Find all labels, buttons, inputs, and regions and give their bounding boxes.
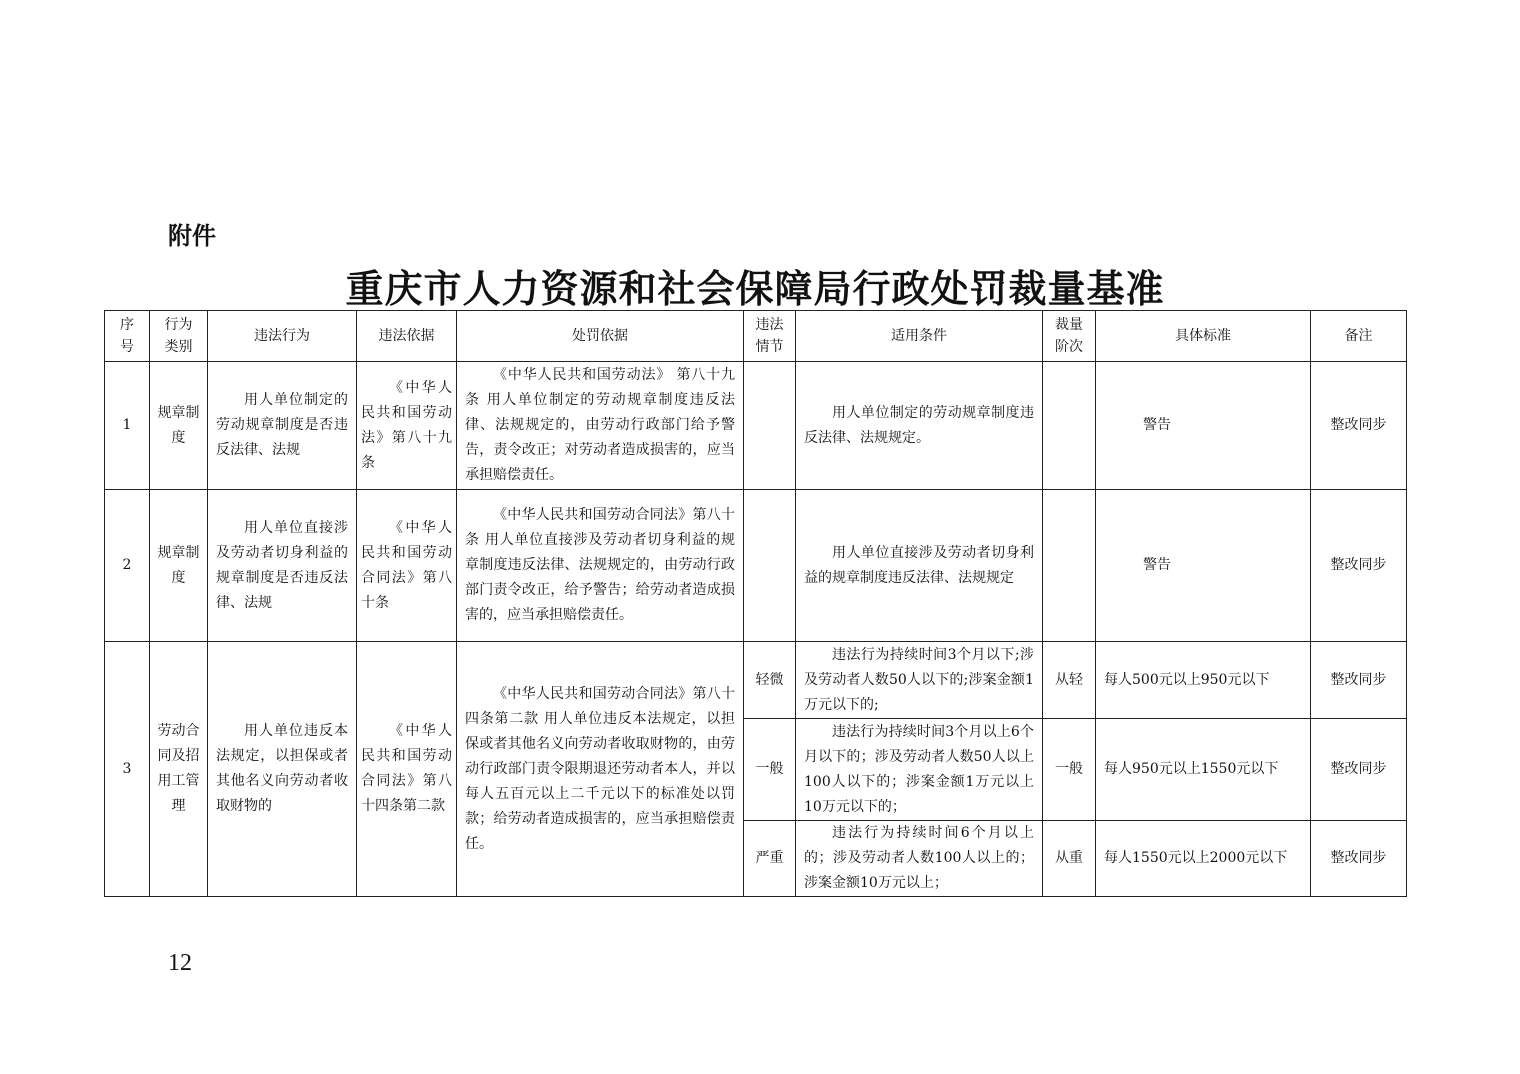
sub-level: 从重 bbox=[1043, 821, 1096, 897]
sub-remark: 整改同步 bbox=[1311, 719, 1407, 821]
document-title: 重庆市人力资源和社会保障局行政处罚裁量基准 bbox=[345, 266, 1165, 311]
row-penalty-basis: 《中华人民共和国劳动合同法》第八十四条第二款 用人单位违反本法规定，以担保或者其他名义向劳动者收取财物的，由劳动行政部门责令限期退还劳动者本人，并以每人五百元以上二千元以下的标准处以罚款；给劳动者造成损害的，应当承担赔偿责任。 bbox=[457, 642, 744, 897]
row-circumstance bbox=[744, 490, 796, 642]
row-violation: 用人单位制定的劳动规章制度是否违反法律、法规 bbox=[208, 362, 357, 490]
sub-remark: 整改同步 bbox=[1311, 642, 1407, 719]
header-conditions: 适用条件 bbox=[796, 311, 1043, 362]
row-penalty-basis: 《中华人民共和国劳动合同法》第八十条 用人单位直接涉及劳动者切身利益的规章制度违反法律、法规规定的，由劳动行政部门责令改正，给予警告；给劳动者造成损害的，应当承担赔偿责任。 bbox=[457, 490, 744, 642]
row-standard: 警告 bbox=[1096, 362, 1311, 490]
row-seq: 1 bbox=[105, 362, 150, 490]
row-legal-basis: 《中华人民共和国劳动合同法》第八十四条第二款 bbox=[357, 642, 457, 897]
header-category bbox=[150, 311, 208, 362]
row-level bbox=[1043, 490, 1096, 642]
row-level bbox=[1043, 362, 1096, 490]
sub-circumstance: 一般 bbox=[744, 719, 796, 821]
row-category: 劳动合同及招用工管理 bbox=[150, 642, 208, 897]
row-remark: 整改同步 bbox=[1311, 490, 1407, 642]
row-seq: 3 bbox=[105, 642, 150, 897]
header-level bbox=[1043, 311, 1096, 362]
header-circumstance-text: 违法 情节 bbox=[755, 317, 784, 355]
table-row bbox=[105, 362, 1407, 490]
table-header-row bbox=[105, 311, 1407, 362]
table-row bbox=[105, 490, 1407, 642]
row-legal-basis: 《中华人民共和国劳动合同法》第八十条 bbox=[357, 490, 457, 642]
row-category: 规章制度 bbox=[150, 362, 208, 490]
row-violation: 用人单位违反本法规定，以担保或者其他名义向劳动者收取财物的 bbox=[208, 642, 357, 897]
sub-conditions: 违法行为持续时间3个月以下;涉及劳动者人数50人以下的;涉案金额1万元以下的; bbox=[796, 642, 1043, 719]
row-standard: 警告 bbox=[1096, 490, 1311, 642]
row-violation: 用人单位直接涉及劳动者切身利益的规章制度是否违反法律、法规 bbox=[208, 490, 357, 642]
penalty-standard-table bbox=[104, 310, 1407, 897]
header-category-text: 行为 类别 bbox=[164, 317, 193, 355]
sub-conditions: 违法行为持续时间6个月以上的；涉及劳动者人数100人以上的；涉案金额10万元以上； bbox=[796, 821, 1043, 897]
row-penalty-basis: 《中华人民共和国劳动法》 第八十九条 用人单位制定的劳动规章制度违反法律、法规规定的，由劳动行政部门给予警告，责令改正；对劳动者造成损害的，应当承担赔偿责任。 bbox=[457, 362, 744, 490]
header-legal-basis: 违法依据 bbox=[357, 311, 457, 362]
sub-level: 一般 bbox=[1043, 719, 1096, 821]
header-standard: 具体标准 bbox=[1096, 311, 1311, 362]
table-row bbox=[105, 642, 1407, 719]
header-penalty-basis: 处罚依据 bbox=[457, 311, 744, 362]
sub-standard: 每人950元以上1550元以下 bbox=[1096, 719, 1311, 821]
sub-remark: 整改同步 bbox=[1311, 821, 1407, 897]
row-conditions: 用人单位制定的劳动规章制度违反法律、法规规定。 bbox=[796, 362, 1043, 490]
row-category: 规章制度 bbox=[150, 490, 208, 642]
row-legal-basis: 《中华人民共和国劳动法》第八十九条 bbox=[357, 362, 457, 490]
row-conditions: 用人单位直接涉及劳动者切身利益的规章制度违反法律、法规规定 bbox=[796, 490, 1043, 642]
sub-standard: 每人500元以上950元以下 bbox=[1096, 642, 1311, 719]
header-seq bbox=[105, 311, 150, 362]
page-number: 12 bbox=[168, 950, 192, 976]
sub-level: 从轻 bbox=[1043, 642, 1096, 719]
row-remark: 整改同步 bbox=[1311, 362, 1407, 490]
header-seq-text: 序 号 bbox=[120, 317, 134, 355]
header-remark: 备注 bbox=[1311, 311, 1407, 362]
header-circumstance bbox=[744, 311, 796, 362]
sub-conditions: 违法行为持续时间3个月以上6个月以下的；涉及劳动者人数50人以上100人以下的；涉案金额1万元以上10万元以下的； bbox=[796, 719, 1043, 821]
row-circumstance bbox=[744, 362, 796, 490]
header-level-text: 裁量 阶次 bbox=[1055, 317, 1083, 355]
attachment-label: 附件 bbox=[168, 222, 216, 250]
header-violation: 违法行为 bbox=[208, 311, 357, 362]
sub-standard: 每人1550元以上2000元以下 bbox=[1096, 821, 1311, 897]
sub-circumstance: 轻微 bbox=[744, 642, 796, 719]
row-seq: 2 bbox=[105, 490, 150, 642]
sub-circumstance: 严重 bbox=[744, 821, 796, 897]
